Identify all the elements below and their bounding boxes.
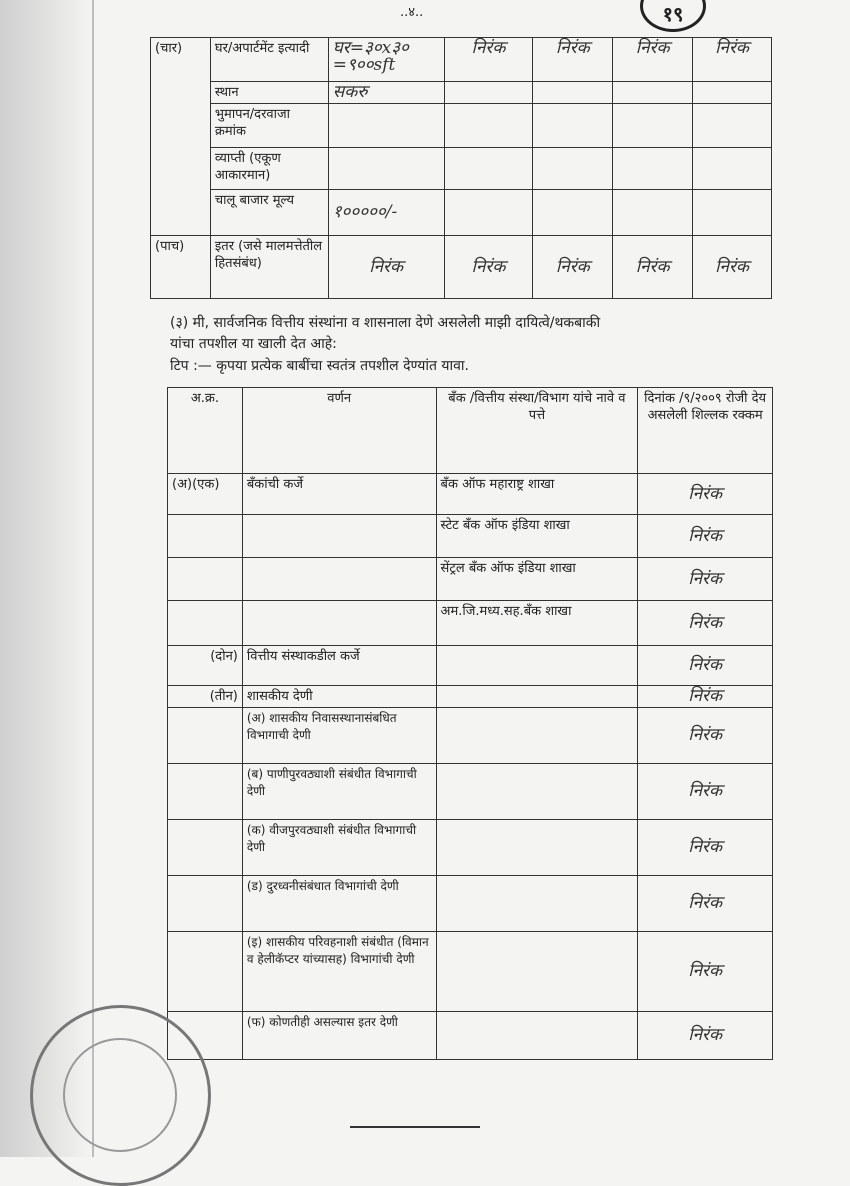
value-cell	[613, 190, 693, 236]
row-label: भुमापन/दरवाजा क्रमांक	[210, 104, 328, 148]
description-cell: (फ) कोणतीही असल्यास इतर देणी	[242, 1012, 436, 1060]
description-cell	[242, 601, 436, 646]
serial-cell	[168, 932, 243, 1012]
value-cell	[444, 82, 533, 104]
amount-cell: निरंक	[638, 708, 773, 764]
table-row	[168, 686, 773, 708]
section-intro-line: यांचा तपशील या खाली देत आहे:	[170, 336, 337, 352]
table-header-row	[168, 388, 773, 474]
value-cell	[613, 82, 693, 104]
table-row	[168, 876, 773, 932]
description-cell: (ब) पाणीपुरवठ्याशी संबंधीत विभागाची देणी	[242, 764, 436, 820]
amount-cell: निरंक	[638, 646, 773, 686]
serial-cell	[168, 558, 243, 601]
value-cell: घर=३०x३० =९००sft	[328, 38, 444, 82]
serial-cell	[168, 764, 243, 820]
value-cell	[533, 82, 613, 104]
serial-cell	[168, 876, 243, 932]
row-label: चालू बाजार मूल्य	[210, 190, 328, 236]
serial-cell	[168, 708, 243, 764]
serial-cell	[168, 515, 243, 558]
bank-cell: स्टेट बँक ऑफ इंडिया शाखा	[436, 515, 638, 558]
bank-cell	[436, 1012, 638, 1060]
value-cell	[533, 148, 613, 190]
amount-cell: निरंक	[638, 515, 773, 558]
row-label: इतर (जसे मालमत्तेतील हितसंबंध)	[210, 236, 328, 299]
value-cell: निरंक	[613, 236, 693, 299]
header-serial: अ.क्र.	[168, 388, 243, 474]
bank-cell	[436, 686, 638, 708]
section-intro-line: (३) मी, सार्वजनिक वित्तीय संस्थांना व शासनाला देणे असलेली माझी दायित्वे/थकबाकी	[170, 315, 601, 331]
table-row	[168, 708, 773, 764]
bank-cell: बँक ऑफ महाराष्ट्र शाखा	[436, 474, 638, 515]
row-number: (पाच)	[151, 236, 211, 299]
table-row	[151, 236, 772, 299]
table-row	[168, 515, 773, 558]
value-cell	[693, 148, 772, 190]
description-cell: (ड) दुरध्वनीसंबंधात विभागांची देणी	[242, 876, 436, 932]
bank-cell: अम.जि.मध्य.सह.बँक शाखा	[436, 601, 638, 646]
value-cell: निरंक	[444, 38, 533, 82]
value-cell	[693, 190, 772, 236]
row-label: व्याप्ती (एकूण आकारमान)	[210, 148, 328, 190]
header-bank: बँक /वित्तीय संस्था/विभाग यांचे नावे व पत्ते	[436, 388, 638, 474]
amount-cell: निरंक	[638, 686, 773, 708]
table-row	[168, 558, 773, 601]
value-cell	[444, 190, 533, 236]
liabilities-table	[167, 387, 773, 1060]
amount-cell: निरंक	[638, 932, 773, 1012]
amount-cell: निरंक	[638, 1012, 773, 1060]
table-row	[168, 601, 773, 646]
amount-cell: निरंक	[638, 764, 773, 820]
serial-cell: (दोन)	[168, 646, 243, 686]
row-number: (चार)	[151, 38, 211, 236]
value-cell	[613, 148, 693, 190]
amount-cell: निरंक	[638, 601, 773, 646]
table-row	[151, 38, 772, 82]
table-row	[168, 764, 773, 820]
amount-cell: निरंक	[638, 474, 773, 515]
description-cell: (क) वीजपुरवठ्याशी संबंधीत विभागाची देणी	[242, 820, 436, 876]
table-row	[168, 1012, 773, 1060]
description-cell: वित्तीय संस्थाकडील कर्जे	[242, 646, 436, 686]
value-cell	[328, 148, 444, 190]
bank-cell	[436, 820, 638, 876]
value-cell	[444, 104, 533, 148]
table-row	[168, 474, 773, 515]
bank-cell	[436, 708, 638, 764]
bank-cell	[436, 646, 638, 686]
description-cell: (अ) शासकीय निवासस्थानासंबधित विभागाची देणी	[242, 708, 436, 764]
bank-cell	[436, 764, 638, 820]
row-label: स्थान	[210, 82, 328, 104]
table-row	[151, 104, 772, 148]
value-cell: निरंक	[693, 236, 772, 299]
amount-cell: निरंक	[638, 876, 773, 932]
header-amount: दिनांक /९/२००९ रोजी देय असलेली शिल्लक रक्कम	[638, 388, 773, 474]
table-row	[151, 148, 772, 190]
value-cell: निरंक	[444, 236, 533, 299]
bank-cell	[436, 876, 638, 932]
row-label: घर/अपार्टमेंट इत्यादी	[210, 38, 328, 82]
note-line: टिप :— कृपया प्रत्येक बाबींचा स्वतंत्र तपशील देण्यांत यावा.	[170, 358, 469, 374]
serial-cell: (अ)(एक)	[168, 474, 243, 515]
official-seal-stamp	[30, 1005, 211, 1186]
value-cell: निरंक	[533, 236, 613, 299]
value-cell: १०००००/-	[328, 190, 444, 236]
value-cell	[693, 82, 772, 104]
serial-cell: (तीन)	[168, 686, 243, 708]
value-cell	[533, 104, 613, 148]
value-cell: निरंक	[328, 236, 444, 299]
amount-cell: निरंक	[638, 558, 773, 601]
page-fold-line	[92, 0, 94, 1157]
description-cell	[242, 558, 436, 601]
table-row	[168, 820, 773, 876]
value-cell: निरंक	[693, 38, 772, 82]
assets-table	[150, 37, 772, 299]
scanned-page-edge	[0, 0, 92, 1157]
description-cell: बँकांची कर्जे	[242, 474, 436, 515]
value-cell	[693, 104, 772, 148]
amount-cell: निरंक	[638, 820, 773, 876]
value-cell	[613, 104, 693, 148]
page-number: ..४..	[400, 5, 424, 20]
value-cell: निरंक	[533, 38, 613, 82]
value-cell	[328, 104, 444, 148]
value-cell: सकरु	[328, 82, 444, 104]
value-cell: निरंक	[613, 38, 693, 82]
table-row	[151, 82, 772, 104]
description-cell: शासकीय देणी	[242, 686, 436, 708]
bank-cell: सेंट्रल बँक ऑफ इंडिया शाखा	[436, 558, 638, 601]
serial-cell	[168, 601, 243, 646]
table-row	[168, 932, 773, 1012]
description-cell: (इ) शासकीय परिवहनाशी संबंधीत (विमान व हेलीकॅप्टर यांच्यासह) विभागांची देणी	[242, 932, 436, 1012]
table-row	[168, 646, 773, 686]
bank-cell	[436, 932, 638, 1012]
handwritten-signature	[350, 1102, 480, 1128]
circled-page-stamp: १९	[640, 0, 706, 32]
seal-inner-ring	[63, 1038, 177, 1152]
value-cell	[533, 190, 613, 236]
description-cell	[242, 515, 436, 558]
value-cell	[444, 148, 533, 190]
header-description: वर्णन	[242, 388, 436, 474]
serial-cell	[168, 820, 243, 876]
table-row	[151, 190, 772, 236]
